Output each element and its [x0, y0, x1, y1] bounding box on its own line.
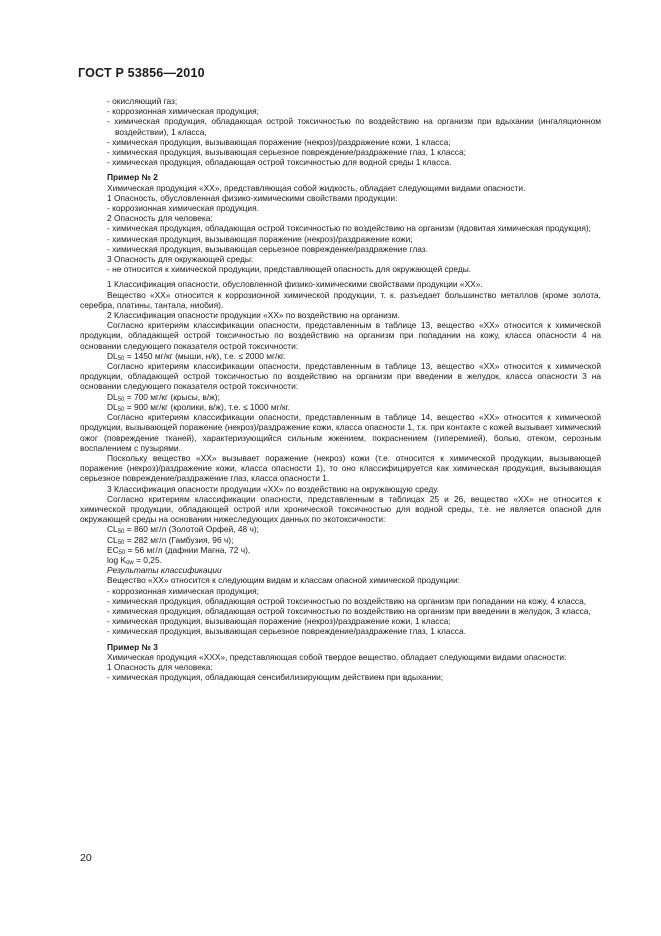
- text-line: $DL_{50} = 700$ мг/кг (крысы, в/ж);: [107, 391, 220, 403]
- example-heading: Пример № 2: [107, 172, 158, 183]
- text-line: 1 Опасность, обусловленная физико-химическими свойствами продукции:: [107, 192, 398, 203]
- text-line: Согласно критериям классификации опасности, представленным в таблице 13, вещество «ХХ» относится к химической продукции, обладающей острой токсичностью по воздействию на организм при попадании на кожу, класса опасности 4 на основании следующего показателя острой токсичности:: [80, 320, 601, 351]
- text-line: Согласно критериям классификации опасности, представленным в таблице 13, вещество «ХХ» относится к химической продукции, обладающей острой токсичностью по воздействию на организм при введении в желудок, класса опасности 3 на основании следующего показателя острой токсичности:: [80, 361, 601, 392]
- text-line: $\log K_{ow} = 0,25$.: [107, 554, 162, 566]
- text-line: 1 Опасность для человека:: [107, 661, 213, 672]
- text-line: - окисляющий газ;: [107, 96, 178, 106]
- text-line: Вещество «ХХ» относится к следующим видам и классам опасной химической продукции:: [107, 575, 460, 586]
- text-line: $CL_{50} = 282$ мг/л (Гамбузия, 96 ч);: [107, 534, 234, 546]
- text-line: - коррозионная химическая продукция;: [107, 585, 259, 596]
- text-line: - химическая продукция, обладающая сенсибилизирующим действием при вдыхании;: [107, 672, 444, 683]
- text-line: $EC_{50} = 56$ мг/л (дафнии Магна, 72 ч),: [107, 544, 251, 556]
- text-line: Согласно критериям классификации опасности, представленным в таблице 14, вещество «ХХ» относится к химической продукции, вызывающей поражение (некроз)/раздражение кожи, класса опасности 1, т.к. при контакте с кожей вызывает химический ожог (повреждение тканей), характеризующийся сильным жжением, покраснением (гиперемией), болью, отеком, серозным воспалением с пузырями.: [80, 412, 601, 453]
- text-line: - не относится к химической продукции, представляющей опасность для окружающей среды.: [107, 264, 472, 275]
- text-line: - химическая продукция, вызывающая серьезное повреждение/раздражение глаз, 1 класса;: [107, 147, 466, 158]
- text-line: - химическая продукция, обладающая острой токсичностью по воздействию на организм при вдыхании (ингаляционном воздействии), 1 класса,: [107, 116, 601, 137]
- text-line: 3 Классификация опасности продукции «ХХ» по воздействию на окружающую среду.: [107, 483, 439, 494]
- text-line: - химическая продукция, вызывающая поражение (некроз)/раздражение кожи, 1 класса;: [107, 616, 451, 627]
- text-line: Вещество «ХХ» относится к коррозионной химической продукции, т. к. разъедает большинство металлов (кроме золота, серебра, платины, тантала, ниобия).: [80, 289, 601, 310]
- text-line: Поскольку вещество «ХХ» вызывает поражение (некроз) кожи (т.е. относится к химической продукции, вызывающей поражение (некроз)/раздражение кожи, класса опасности 1), то оно классифицируется как химическая продукция, вызывающая серьезное повреждение/раздражение глаз, класса опасности 1.: [80, 452, 601, 484]
- text-line: - химическая продукция, обладающая острой токсичностью по воздействию на организм при введении в желудок, 3 класса,: [107, 605, 591, 616]
- text-line: $DL_{50} = 1450$ мг/кг (мыши, н/к), т.е. ≤ 2000 мг/кг.: [107, 350, 286, 362]
- text-line: $DL_{50} = 900$ мг/кг (кролики, в/ж), т.е. ≤ 1000 мг/кг.: [107, 401, 290, 413]
- text-line: - химическая продукция, обладающая острой токсичностью по воздействию на организм (ядовитая химическая продукция);: [107, 223, 592, 234]
- text-line: 1 Классификация опасности, обусловленной физико-химическими свойствами продукции «ХХ».: [107, 279, 483, 290]
- text-line: Согласно критериям классификации опасности, представленным в таблицах 25 и 26, вещество «ХХ» не относится к химической продукции, обладающей острой или хронической токсичностью для водной среды, т.е. не является опасной для окружающей среды на основании нижеследующих данных по экотоксичности:: [80, 493, 601, 525]
- text-line: - химическая продукция, обладающая острой токсичностью по воздействию на организм при попадании на кожу, 4 класса,: [107, 595, 587, 606]
- text-line: 3 Опасность для окружающей среды:: [107, 254, 254, 265]
- text-line: $CL_{50} = 860$ мг/л (Золотой Орфей, 48 ч);: [107, 524, 259, 536]
- text-line: - химическая продукция, вызывающая поражение (некроз)/раздражение кожи;: [107, 233, 413, 244]
- text-line: - химическая продукция, вызывающая поражение (некроз)/раздражение кожи, 1 класса;: [107, 136, 451, 147]
- text-line: 2 Классификация опасности продукции «ХХ» по воздействию на организм.: [107, 310, 400, 321]
- document-body: [80, 96, 601, 682]
- document-header: ГОСТ Р 53856—2010: [78, 66, 205, 80]
- text-line: - химическая продукция, обладающая острой токсичностью для водной среды 1 класса.: [107, 157, 452, 168]
- text-line: - коррозионная химическая продукция;: [107, 106, 259, 117]
- text-line: 2 Опасность для человека:: [107, 213, 213, 224]
- text-line: Химическая продукция «ХХ», представляющая собой жидкость, обладает следующими видами опасности.: [107, 182, 526, 193]
- text-line: - химическая продукция, вызывающая серьезное повреждение/раздражение глаз.: [107, 243, 428, 254]
- text-line: - химическая продукция, вызывающая серьезное повреждение/раздражение глаз, 1 класса.: [107, 626, 466, 637]
- page-number: 20: [80, 852, 92, 864]
- example-heading: Пример № 3: [107, 641, 158, 652]
- text-line: - коррозионная химическая продукция.: [107, 203, 259, 214]
- text-line: Результаты классификации: [107, 565, 222, 576]
- text-line: Химическая продукция «ХХХ», представляющая собой твердое вещество, обладает следующими видами опасности:: [107, 651, 567, 662]
